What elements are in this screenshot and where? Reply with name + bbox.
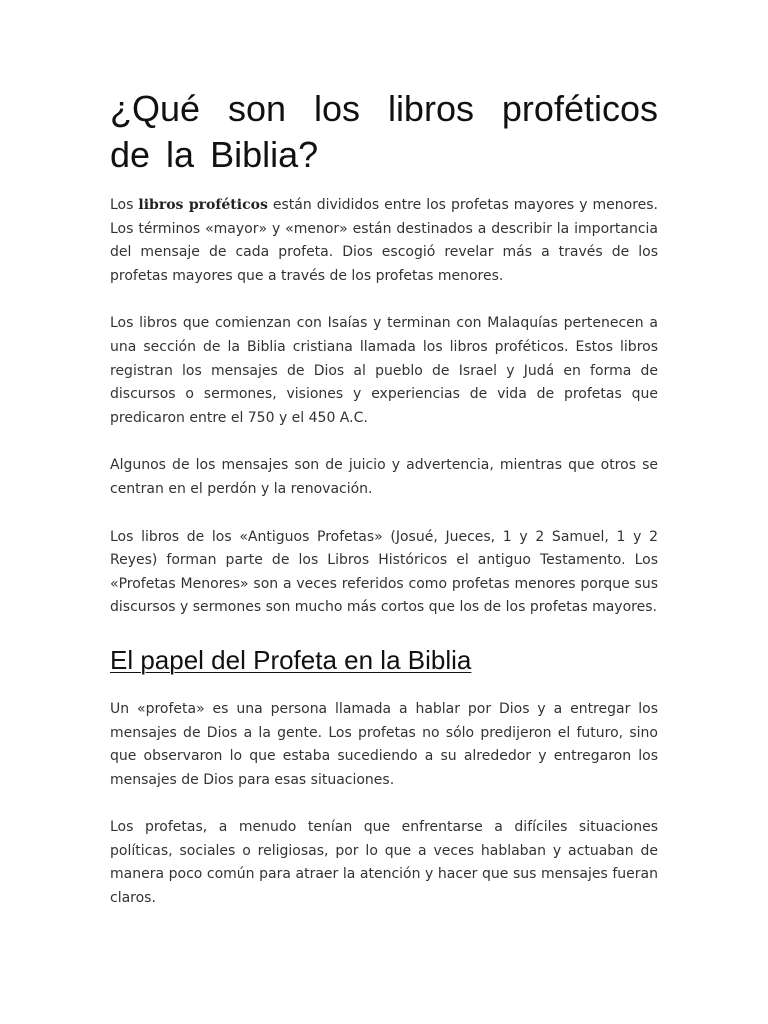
section-heading: El papel del Profeta en la Biblia — [110, 644, 472, 675]
intro-bold-term: libros proféticos — [138, 197, 268, 213]
paragraph-ancient-prophets: Los libros de los «Antiguos Profetas» (Josué, Jueces, 1 y 2 Samuel, 1 y 2 Reyes) forman parte de los Libros Históricos el antiguo Testamento. Los «Profetas Menores» son a veces referidos como profetas menores porque sus discursos y sermones son mucho más cortos que los de los profetas mayores. — [110, 528, 658, 616]
paragraph-prophet-definition: Un «profeta» es una persona llamada a hablar por Dios y a entregar los mensajes de Dios a la gente. Los profetas no sólo predijeron el futuro, sino que observaron lo que estaba sucediendo a su alrededor y entregaron los mensajes de Dios para esas situaciones. — [110, 700, 658, 788]
page-title: ¿Qué son los libros proféticos de la Biblia? — [110, 88, 658, 175]
paragraph-prophet-situations: Los profetas, a menudo tenían que enfrentarse a difíciles situaciones políticas, sociales o religiosas, por lo que a veces hablaban y actuaban de manera poco común para atraer la atención y hacer que sus mensajes fueran claros. — [110, 819, 658, 907]
document-page — [110, 86, 658, 935]
paragraph-messages: Algunos de los mensajes son de juicio y advertencia, mientras que otros se centran en el perdón y la renovación. — [110, 457, 658, 497]
intro-rest: están divididos entre los profetas mayores y menores. Los términos «mayor» y «menor» están destinados a describir la importancia del mensaje de cada profeta. Dios escogió revelar más a través de los profetas mayores que a través de los profetas menores. — [110, 197, 658, 284]
paragraph-books-range: Los libros que comienzan con Isaías y terminan con Malaquías pertenecen a una sección de la Biblia cristiana llamada los libros proféticos. Estos libros registran los mensajes de Dios al pueblo de Israel y Judá en forma de discursos o sermones, visiones y experiencias de vida de profetas que predicaron entre el 750 y el 450 A.C. — [110, 315, 658, 426]
intro-paragraph — [110, 194, 658, 288]
intro-prefix: Los — [110, 197, 139, 213]
